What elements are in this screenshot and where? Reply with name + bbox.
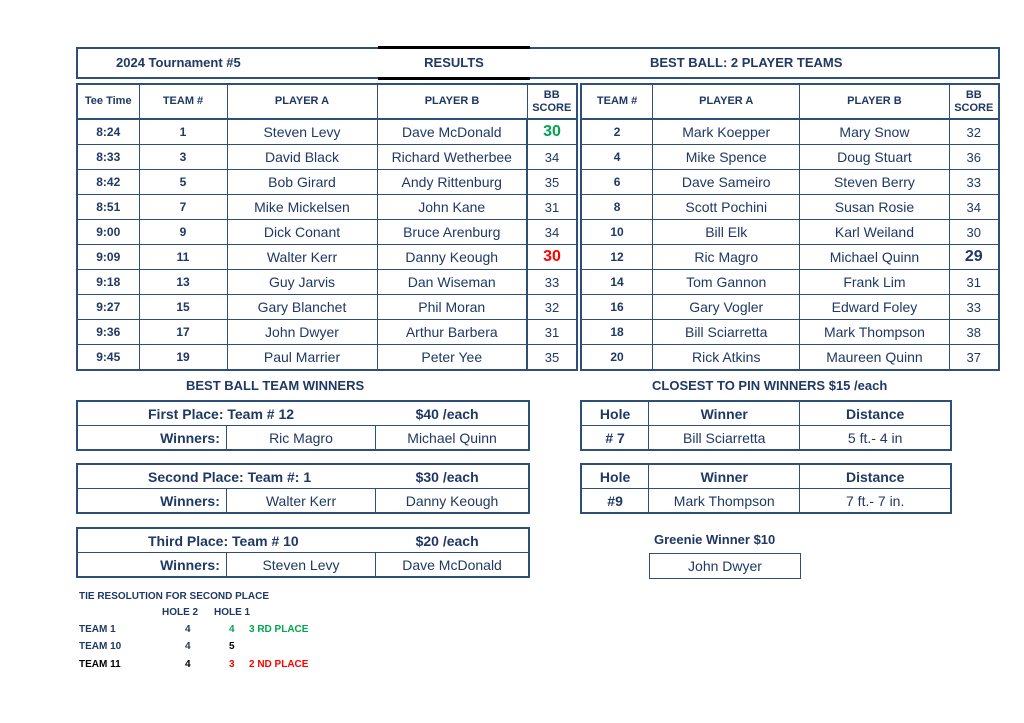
winners-label: Winners: xyxy=(77,426,226,451)
tie-note: 3 RD PLACE xyxy=(249,624,309,635)
bb-score: 33 xyxy=(949,170,999,195)
place-header-row xyxy=(77,528,529,553)
table-row xyxy=(581,170,999,195)
team-number: 15 xyxy=(139,295,227,320)
tie-hole2-score: 4 xyxy=(185,659,191,670)
player-b: Mary Snow xyxy=(800,119,949,145)
tee-time: 9:00 xyxy=(77,220,139,245)
table-row xyxy=(581,345,999,371)
team-number: 13 xyxy=(139,270,227,295)
player-b: Phil Moran xyxy=(377,295,527,320)
table-row xyxy=(77,320,577,345)
bb-score: 33 xyxy=(949,295,999,320)
player-a: Paul Marrier xyxy=(227,345,377,371)
player-b: Maureen Quinn xyxy=(800,345,949,371)
tie-hole2-score: 4 xyxy=(185,624,191,635)
place-header-row xyxy=(77,401,529,426)
player-b: Arthur Barbera xyxy=(377,320,527,345)
place-winners-row xyxy=(77,553,529,578)
place-box xyxy=(76,400,530,451)
greenie-title: Greenie Winner $10 xyxy=(654,532,776,547)
ctp-winner-header: Winner xyxy=(649,401,800,426)
player-b: Steven Berry xyxy=(800,170,949,195)
tournament-title: 2024 Tournament #5 xyxy=(116,55,241,70)
place-prize: $40 /each xyxy=(376,401,529,426)
player-b: Bruce Arenburg xyxy=(377,220,527,245)
player-b: Andy Rittenburg xyxy=(377,170,527,195)
bb-score: 33 xyxy=(527,270,577,295)
tie-title: TIE RESOLUTION FOR SECOND PLACE xyxy=(79,591,270,602)
table-header-row xyxy=(77,84,577,119)
team-number: 8 xyxy=(581,195,653,220)
col-team: TEAM # xyxy=(139,84,227,119)
team-number: 10 xyxy=(581,220,653,245)
team-number: 12 xyxy=(581,245,653,270)
results-table-right xyxy=(580,83,1000,371)
team-number: 9 xyxy=(139,220,227,245)
ctp-title: CLOSEST TO PIN WINNERS $15 /each xyxy=(652,378,888,393)
tee-time: 9:27 xyxy=(77,295,139,320)
place-winners-row xyxy=(77,489,529,514)
place-label: Second Place: Team #: 1 xyxy=(77,464,376,489)
tee-time: 9:36 xyxy=(77,320,139,345)
bb-score: 31 xyxy=(949,270,999,295)
player-b: John Kane xyxy=(377,195,527,220)
bb-score: 30 xyxy=(527,245,577,270)
ctp-distance: 7 ft.- 7 in. xyxy=(800,489,951,514)
place-header-row xyxy=(77,464,529,489)
ctp-box xyxy=(580,400,952,451)
table-row xyxy=(581,119,999,145)
player-b: Richard Wetherbee xyxy=(377,145,527,170)
ctp-hole-header: Hole xyxy=(581,464,649,489)
team-number: 14 xyxy=(581,270,653,295)
bb-winners-title: BEST BALL TEAM WINNERS xyxy=(186,378,365,393)
greenie-winner: John Dwyer xyxy=(649,553,801,579)
tie-hole1-label: HOLE 1 xyxy=(214,607,251,618)
team-number: 2 xyxy=(581,119,653,145)
team-number: 11 xyxy=(139,245,227,270)
tie-note: 2 ND PLACE xyxy=(249,659,309,670)
player-b: Michael Quinn xyxy=(800,245,949,270)
player-a: Steven Levy xyxy=(227,119,377,145)
player-a: Mark Koepper xyxy=(653,119,800,145)
player-b: Peter Yee xyxy=(377,345,527,371)
col-bb-score: BB SCORE xyxy=(949,84,999,119)
player-b: Dave McDonald xyxy=(377,119,527,145)
winners-label: Winners: xyxy=(77,489,226,514)
bb-score: 32 xyxy=(949,119,999,145)
place-winners-row xyxy=(77,426,529,451)
col-team: TEAM # xyxy=(581,84,653,119)
winner-player-1: Ric Magro xyxy=(226,426,375,451)
results-table-left xyxy=(76,83,578,371)
winners-label: Winners: xyxy=(77,553,226,578)
place-label: Third Place: Team # 10 xyxy=(77,528,376,553)
place-box xyxy=(76,527,530,578)
place-label: First Place: Team # 12 xyxy=(77,401,376,426)
table-row xyxy=(581,145,999,170)
tee-time: 8:33 xyxy=(77,145,139,170)
bb-score: 34 xyxy=(949,195,999,220)
table-row xyxy=(77,295,577,320)
team-number: 18 xyxy=(581,320,653,345)
header-bar xyxy=(76,47,1000,79)
tee-time: 8:42 xyxy=(77,170,139,195)
format-title: BEST BALL: 2 PLAYER TEAMS xyxy=(650,55,843,70)
tie-hole2-label: HOLE 2 xyxy=(162,607,199,618)
team-number: 5 xyxy=(139,170,227,195)
bb-score: 34 xyxy=(527,145,577,170)
results-title: RESULTS xyxy=(378,46,530,80)
ctp-distance-header: Distance xyxy=(800,401,951,426)
table-row xyxy=(77,119,577,145)
place-prize: $20 /each xyxy=(376,528,529,553)
tie-team: TEAM 10 xyxy=(79,641,122,652)
table-row xyxy=(581,295,999,320)
bb-score: 31 xyxy=(527,195,577,220)
team-number: 17 xyxy=(139,320,227,345)
player-b: Dan Wiseman xyxy=(377,270,527,295)
table-row xyxy=(77,195,577,220)
winner-player-2: Danny Keough xyxy=(376,489,529,514)
table-row xyxy=(581,270,999,295)
winner-player-1: Steven Levy xyxy=(226,553,375,578)
bb-score: 34 xyxy=(527,220,577,245)
team-number: 3 xyxy=(139,145,227,170)
ctp-hole-header: Hole xyxy=(581,401,649,426)
player-b: Mark Thompson xyxy=(800,320,949,345)
col-bb-score: BB SCORE xyxy=(527,84,577,119)
tie-hole2-score: 4 xyxy=(185,641,191,652)
place-prize: $30 /each xyxy=(376,464,529,489)
ctp-distance-header: Distance xyxy=(800,464,951,489)
col-player-a: PLAYER A xyxy=(653,84,800,119)
tee-time: 8:24 xyxy=(77,119,139,145)
tee-time: 9:45 xyxy=(77,345,139,371)
table-row xyxy=(77,270,577,295)
player-a: Dave Sameiro xyxy=(653,170,800,195)
tee-time: 9:09 xyxy=(77,245,139,270)
player-a: Rick Atkins xyxy=(653,345,800,371)
table-row xyxy=(581,320,999,345)
team-number: 4 xyxy=(581,145,653,170)
team-number: 19 xyxy=(139,345,227,371)
table-row xyxy=(77,220,577,245)
ctp-winner-header: Winner xyxy=(649,464,800,489)
player-a: John Dwyer xyxy=(227,320,377,345)
team-number: 6 xyxy=(581,170,653,195)
bb-score: 35 xyxy=(527,345,577,371)
table-row xyxy=(581,220,999,245)
ctp-box xyxy=(580,463,952,514)
player-b: Danny Keough xyxy=(377,245,527,270)
ctp-winner: Bill Sciarretta xyxy=(649,426,800,451)
ctp-distance: 5 ft.- 4 in xyxy=(800,426,951,451)
player-a: Tom Gannon xyxy=(653,270,800,295)
bb-score: 29 xyxy=(949,245,999,270)
bb-score: 31 xyxy=(527,320,577,345)
ctp-header-row xyxy=(581,464,951,489)
player-a: Bill Elk xyxy=(653,220,800,245)
player-a: Mike Mickelsen xyxy=(227,195,377,220)
ctp-row xyxy=(581,489,951,514)
player-a: Scott Pochini xyxy=(653,195,800,220)
table-row xyxy=(77,145,577,170)
winner-player-1: Walter Kerr xyxy=(226,489,375,514)
winner-player-2: Dave McDonald xyxy=(376,553,529,578)
ctp-hole: # 7 xyxy=(581,426,649,451)
table-row xyxy=(77,345,577,371)
player-b: Susan Rosie xyxy=(800,195,949,220)
player-a: Walter Kerr xyxy=(227,245,377,270)
team-number: 7 xyxy=(139,195,227,220)
tie-team: TEAM 1 xyxy=(79,624,116,635)
place-box xyxy=(76,463,530,514)
ctp-row xyxy=(581,426,951,451)
player-a: Bill Sciarretta xyxy=(653,320,800,345)
player-b: Karl Weiland xyxy=(800,220,949,245)
player-b: Edward Foley xyxy=(800,295,949,320)
bb-score: 35 xyxy=(527,170,577,195)
ctp-header-row xyxy=(581,401,951,426)
ctp-winner: Mark Thompson xyxy=(649,489,800,514)
player-a: Bob Girard xyxy=(227,170,377,195)
player-a: Ric Magro xyxy=(653,245,800,270)
bb-score: 38 xyxy=(949,320,999,345)
col-tee-time: Tee Time xyxy=(77,84,139,119)
player-a: Guy Jarvis xyxy=(227,270,377,295)
table-row xyxy=(77,245,577,270)
player-a: Gary Blanchet xyxy=(227,295,377,320)
table-row xyxy=(77,170,577,195)
table-header-row xyxy=(581,84,999,119)
bb-score: 36 xyxy=(949,145,999,170)
team-number: 16 xyxy=(581,295,653,320)
team-number: 1 xyxy=(139,119,227,145)
bb-score: 30 xyxy=(949,220,999,245)
player-a: David Black xyxy=(227,145,377,170)
table-row xyxy=(581,195,999,220)
player-b: Doug Stuart xyxy=(800,145,949,170)
tee-time: 8:51 xyxy=(77,195,139,220)
col-player-a: PLAYER A xyxy=(227,84,377,119)
tie-hole1-score: 4 xyxy=(229,624,235,635)
tie-hole1-score: 3 xyxy=(229,659,235,670)
table-row xyxy=(581,245,999,270)
player-b: Frank Lim xyxy=(800,270,949,295)
tee-time: 9:18 xyxy=(77,270,139,295)
bb-score: 30 xyxy=(527,119,577,145)
tie-hole1-score: 5 xyxy=(229,641,235,652)
col-player-b: PLAYER B xyxy=(377,84,527,119)
player-a: Dick Conant xyxy=(227,220,377,245)
player-a: Gary Vogler xyxy=(653,295,800,320)
bb-score: 37 xyxy=(949,345,999,371)
team-number: 20 xyxy=(581,345,653,371)
ctp-hole: #9 xyxy=(581,489,649,514)
tie-team: TEAM 11 xyxy=(79,659,121,670)
bb-score: 32 xyxy=(527,295,577,320)
col-player-b: PLAYER B xyxy=(800,84,949,119)
winner-player-2: Michael Quinn xyxy=(376,426,529,451)
player-a: Mike Spence xyxy=(653,145,800,170)
